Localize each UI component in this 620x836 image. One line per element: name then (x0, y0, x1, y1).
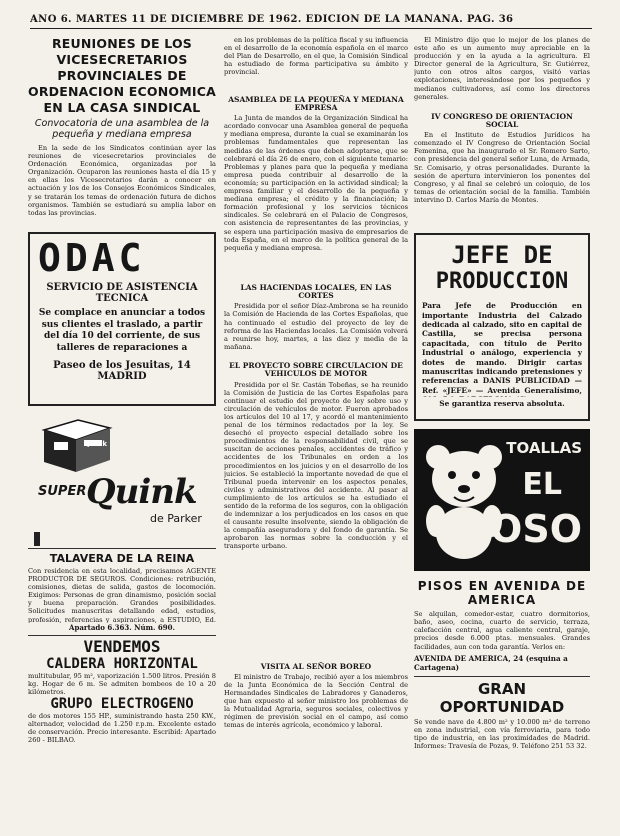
quink-brand: Quink (86, 472, 197, 512)
quink-maker: de Parker (150, 512, 202, 525)
jefe-footer: Se garantiza reserva absoluta. (439, 399, 565, 409)
vendemos-ad (28, 638, 216, 744)
toallas-oso-ad (414, 429, 590, 571)
section-body-vehiculos: Presidida por el Sr. Castán Tobeñas, se ha reunido la Comisión de Justicia de las Cortes Españolas para continuar el estudio del proyecto de ley sobre uso y circulación de vehículos de motor. Fueron aprobados los artículos del 10 al 17, y acordó el mantenimiento penal de los términos redactados por la ley. Se desechó el proyecto especial detallado sobre los procedimientos de la responsabilidad civil, que se suscitan de acciones penales, accidentes de tráfico y accidentes de los Tribunales en orden a los procedimientos en los juicios y en el desarrollo de los juicios. Se estableció la importante novedad de que el Tribunal pueda intervenir en los aspectos penales, civiles y administrativos del accidente. Al pasar al cumplimiento de los artículos se ha estudiado el sentido de la reforma de los seguros, con la obligación de indemnizar a los perjudicados en los casos en que el causante resulte insolvente, siendo la obligación de la compañía aseguradora y del fondo de garantía. Se aprobaron las normas sobre la conducción y el transporte urbano. (224, 380, 408, 551)
article-body: En la sede de los Sindicatos continúan ayer las reuniones de vicesecretarios provinciales de Ordenación Económica, organizadas por la Organización. Ocuparon las reuniones hasta el día 15 y en ellas los Vicesecretarios darán a conocer en actuación y los de los Consejos Económicos Sindicales, y se tratarán los temas de ordenación futura de dichos organismos. También se estudiará su amplia labor en todas las provincias. (28, 144, 216, 217)
article-headline: REUNIONES DE LOS VICESECRETARIOS PROVINCIALES DE ORDENACION ECONOMICA EN LA CASA SINDICAL (28, 36, 216, 115)
grupo-title: GRUPO ELECTROGENO (50, 696, 194, 712)
pisos-ad (414, 579, 590, 672)
intro-text: en los problemas de la política fiscal y su influencia en el desarrollo de la economía española en el marco del Plan de Desarrollo, en el que, la Comisión Sindical ha estudiado de forma participativa su ámbito y provincial. (224, 36, 408, 77)
odac-body: Se complace en anunciar a todos sus clientes el traslado, a partir del día 10 del corriente, de sus talleres de reparaciones a (38, 308, 206, 353)
vendemos-title: VENDEMOS (83, 637, 161, 656)
oportunidad-title: GRAN OPORTUNIDAD (439, 680, 565, 717)
section-title-asamblea: ASAMBLEA DE LA PEQUEÑA Y MEDIANA EMPRESA (228, 95, 404, 113)
quink-super: SUPER (38, 484, 87, 499)
pisos-body: Se alquilan, comedor-estar, cuatro dormitorios, baño, aseo, cocina, cuarto de servicio, terraza, calefacción central, agua caliente central, garaje, precios desde 6.000 ptas. mensuales. Grandes facilidades, aun con toda garantía. Verlos en: (414, 610, 590, 651)
caldera-title: CALDERA HORIZONTAL (46, 656, 198, 672)
column-left (28, 36, 216, 744)
el-text: EL (522, 467, 562, 503)
odac-city: MADRID (97, 371, 147, 382)
section-body-visita: El ministro de Trabajo, recibió ayer a los miembros de la Junta Económica de la Sección Central de Hermandades Sindicales de Labradores y Ganaderos, que han expuesto al señor ministro los problemas de la Mutualidad Agraria, seguros sociales, colectivos y régimen de previsión social en el campo, así como temas de interés agrícola, económico y laboral. (224, 672, 408, 730)
odac-ad (28, 232, 216, 406)
grupo-body: de dos motores 155 HP., suministrando hasta 250 KW., alternador, velocidad de 1.250 r.p.m. Excelente estado de conservación. Precio interesante. Escribid: Apartado 260 - BILBAO. (28, 712, 216, 744)
section-body-congreso: En el Instituto de Estudios Jurídicos ha comenzado el IV Congreso de Orientación Social Femenina, que ha inaugurado el Sr. Romero Sarto, con presidencia del general señor Luna, de Armada, Sr. Comisario, y otras personalidades. Durante la sesión de apertura intervinieron los ponentes del Congreso, y al final se celebró un coloquio, de los temas de orientación social de la familia. También intervino D. Carlos María de Montes. (414, 131, 590, 204)
article-subhead: Convocatoria de una asamblea de la pequeña y mediana empresa (34, 118, 210, 140)
jefe-produccion-ad (414, 233, 590, 421)
page-header: AÑO 6. MARTES 11 DE DICIEMBRE DE 1962. EDICION DE LA MAÑANA. PAG. 36 (30, 14, 592, 29)
talavera-title: TALAVERA DE LA REINA (49, 552, 195, 565)
pen-nib-icon (34, 532, 40, 546)
talavera-footer: Apartado 6.363. Núm. 690. (69, 623, 175, 632)
column-right (414, 36, 590, 758)
section-title-congreso: IV CONGRESO DE ORIENTACION SOCIAL (431, 112, 573, 130)
jefe-body: Para Jefe de Producción en importante Industria del Calzado dedicada al calzado, sito en capital de Castilla, se precisa persona capacitada, con título de Perito Industrial o análogo, experiencia y dotes de mando. Dirigir cartas manuscritas indicando pretensiones y referencias a DANIS PUBLICIDAD — Ref. «JEFE» — Avenida Generalísimo, (422, 301, 582, 395)
talavera-ad (28, 552, 216, 632)
quink-box-label: Quink (84, 440, 107, 448)
odac-address: Paseo de los Jesuitas, 14 (53, 360, 191, 371)
column-middle (224, 36, 408, 773)
section-body-asamblea: La Junta de mandos de la Organización Sindical ha acordado convocar una Asamblea general de pequeña y mediana empresa, durante la cual se examinarán los problemas fundamentales que representan las medidas de las órdenes que deben adoptarse, que se celebrará el día 26 de enero, con el siguiente temario: Problemas y planes para que la pequeña y mediana empresa pueda contribuir al desarrollo de la economía; su participación en la actividad sindical; la empresa familiar y el desarrollo de la pequeña y mediana empresa; el crédito y la financiación; la formación profesional y los servicios técnicos sindicales. Se celebrará en el Palacio de Congresos, con asistencia de representantes de las provincias, y se espera una participación masiva de empresarios de toda España, en el marco de la política general de la pequeña y mediana empresa. (224, 114, 408, 252)
odac-logo: ODAC (38, 236, 146, 280)
oportunidad-ad (414, 680, 590, 758)
odac-service-2: TECNICA (95, 293, 149, 304)
pisos-title: PISOS EN AVENIDA DE AMERICA (417, 579, 587, 608)
odac-service: SERVICIO DE ASISTENCIA (46, 282, 198, 293)
talavera-body: Con residencia en esta localidad, precisamos AGENTE PRODUCTOR DE SEGUROS. Condiciones: retribución, comisiones, dietas de salida, gastos de locomoción. Exigimos: Personas de gran dinamismo, posición social y buena preparación. Grandes posibilidades. Solicitudes manuscritas detallando edad, estudios, profesión, referencias y aspiraciones, a ESTUDIO, Ed. (28, 567, 216, 623)
caldera-body: multitubular, 95 m², vaporización 1.500 litros. Presión 8 kg. Hogar de 6 m. Se admiten bombeos de 10 a 20 kilómetros. (28, 672, 216, 696)
top-text: El Ministro dijo que lo mejor de los planes de este año es un aumento muy apreciable en la producción y en la ayuda a la agricultura. El Director general de la Agricultura, Sr. Gutiérrez, junto con otros altos cargos, visitó varias explotaciones, interesándose por los pequeños y medianos cultivadores, así como los directores generales. (414, 36, 590, 101)
jefe-title: JEFE DE (451, 241, 553, 270)
oso-text: OSO (490, 507, 582, 552)
oportunidad-body: Se vende nave de 4.800 m² y 10.000 m² de terreno en zona industrial, con vía ferroviaria, para todo tipo de industria, en las proximidades de Madrid. Informes: Travesía de Pozas, 9. Teléfono 251 53 32. (414, 718, 590, 751)
section-body-haciendas: Presidida por el señor Díaz-Ambrona se ha reunido la Comisión de Hacienda de las Cortes Españolas, que ha continuado el estudio del proyecto de ley de reforma de las Haciendas locales. La Comisión volverá a reunirse hoy, martes, a las diez y media de la mañana. (224, 302, 408, 351)
quink-ad (28, 414, 216, 532)
pisos-address: AVENIDA DE AMERICA, 24 (esquina a Cartagena) (414, 654, 568, 673)
section-title-visita: VISITA AL SEÑOR BOREO (260, 661, 372, 671)
toallas-text: TOALLAS (506, 439, 582, 458)
section-title-haciendas: LAS HACIENDAS LOCALES, EN LAS CORTES (240, 283, 392, 301)
section-title-vehiculos: EL PROYECTO SOBRE CIRCULACION DE VEHICULOS DE MOTOR (229, 361, 403, 379)
produccion-title: PRODUCCION (435, 269, 569, 295)
